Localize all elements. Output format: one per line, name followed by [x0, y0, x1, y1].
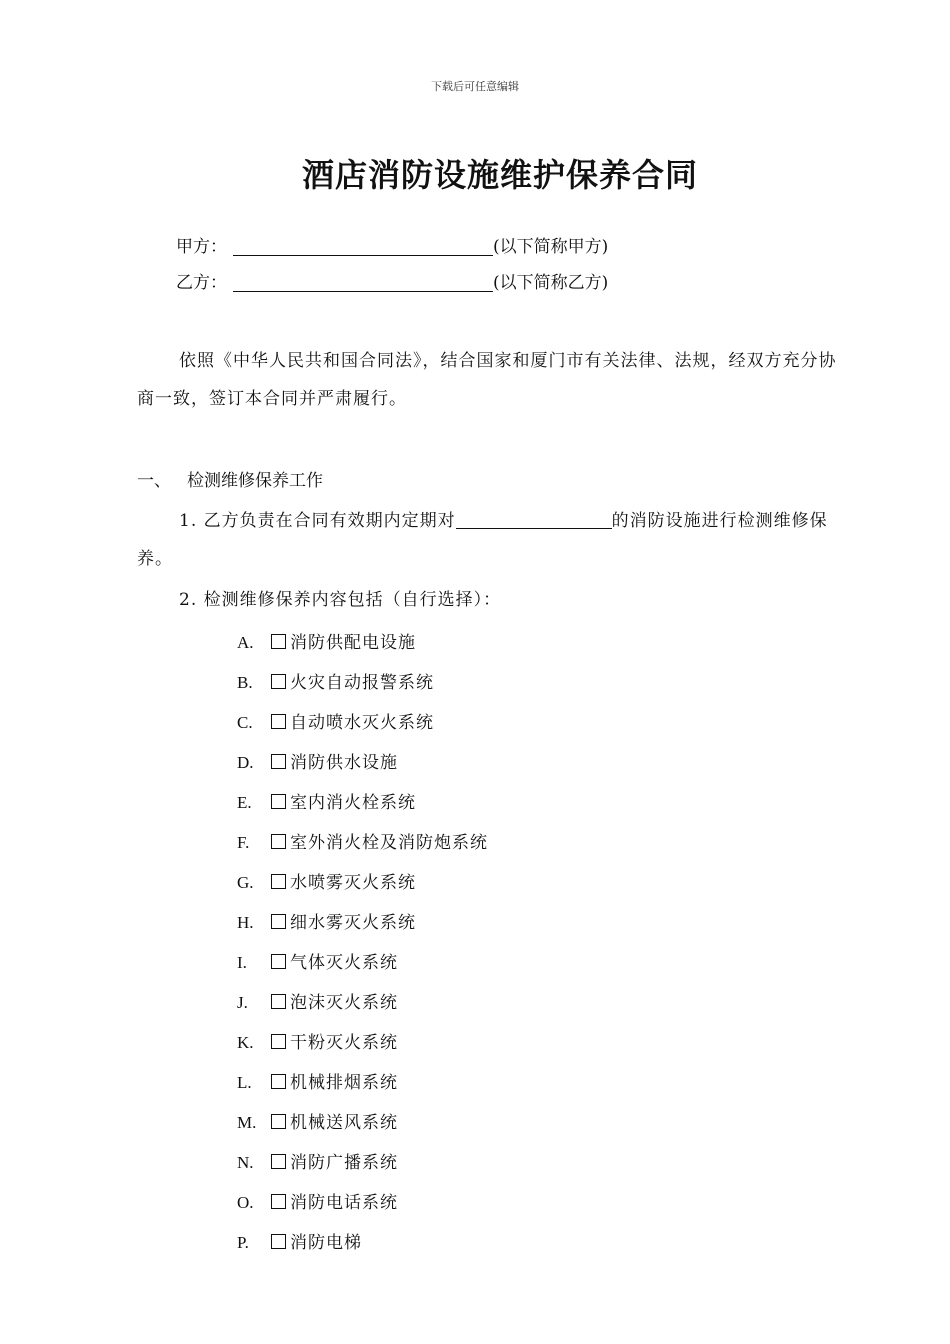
- checkbox-icon[interactable]: [271, 954, 286, 969]
- checklist-item-label: 消防供配电设施: [290, 633, 416, 653]
- checklist-item-letter: A.: [237, 633, 254, 652]
- section-1-title: 检测维修保养工作: [187, 471, 323, 491]
- section-1-number: 一、: [137, 471, 171, 491]
- checklist-item-label: 干粉灭火系统: [290, 1033, 398, 1053]
- checklist-item-letter: K.: [237, 1033, 254, 1052]
- checkbox-icon[interactable]: [271, 754, 286, 769]
- section-1-heading: [137, 466, 323, 491]
- checklist-item-label: 室内消火栓系统: [290, 793, 416, 813]
- checklist-item-letter: O.: [237, 1193, 254, 1212]
- party-b-row: [176, 268, 608, 293]
- checklist-item: [237, 1108, 398, 1132]
- checklist-item-label: 消防广播系统: [290, 1153, 398, 1173]
- checklist-item-letter: I.: [237, 953, 247, 972]
- checklist-item-label: 细水雾灭火系统: [290, 913, 416, 933]
- checklist-item: [237, 1068, 398, 1092]
- checklist-item: [237, 868, 416, 892]
- checklist-item: [237, 1028, 398, 1052]
- checklist-item-label: 水喷雾灭火系统: [290, 873, 416, 893]
- checklist-item-letter: G.: [237, 873, 254, 892]
- checklist-item: [237, 1148, 398, 1172]
- party-a-row: [176, 232, 608, 257]
- checklist-item-label: 消防电梯: [290, 1233, 362, 1253]
- checklist-item-label: 自动喷水灭火系统: [290, 713, 434, 733]
- checkbox-icon[interactable]: [271, 914, 286, 929]
- checklist-item: [237, 948, 398, 972]
- clause-2: 2. 检测维修保养内容包括（自行选择）：: [179, 590, 502, 610]
- checklist-item-letter: C.: [237, 713, 253, 732]
- checkbox-icon[interactable]: [271, 1194, 286, 1209]
- party-b-label: 乙方：: [176, 273, 227, 293]
- checklist-item-label: 机械送风系统: [290, 1113, 398, 1133]
- checkbox-icon[interactable]: [271, 1034, 286, 1049]
- party-b-note: (以下简称乙方): [493, 273, 609, 293]
- checklist-item: [237, 828, 488, 852]
- intro-paragraph: 依照《中华人民共和国合同法》，结合国家和厦门市有关法律、法规，经双方充分协商一致，签订本合同并严肃履行。: [137, 351, 837, 409]
- checkbox-icon[interactable]: [271, 714, 286, 729]
- checkbox-icon[interactable]: [271, 794, 286, 809]
- checklist-item-label: 气体灭火系统: [290, 953, 398, 973]
- checklist-item: [237, 988, 398, 1012]
- checkbox-icon[interactable]: [271, 1114, 286, 1129]
- checklist-item-letter: M.: [237, 1113, 257, 1132]
- checklist-item-label: 火灾自动报警系统: [290, 673, 434, 693]
- clause-1: [137, 502, 853, 578]
- checklist-item-letter: F.: [237, 833, 250, 852]
- checklist-item-letter: N.: [237, 1153, 254, 1172]
- checkbox-icon[interactable]: [271, 1234, 286, 1249]
- checkbox-icon[interactable]: [271, 874, 286, 889]
- checklist-item-letter: E.: [237, 793, 252, 812]
- checklist-item: [237, 668, 434, 692]
- document-title: 酒店消防设施维护保养合同: [301, 156, 698, 194]
- header-note: 下载后可任意编辑: [431, 80, 519, 93]
- checklist-item-label: 消防电话系统: [290, 1193, 398, 1213]
- clause-1-blank[interactable]: [456, 512, 612, 529]
- checkbox-icon[interactable]: [271, 674, 286, 689]
- clause-1-text-post: 的消防设施进行检测维修保养。: [137, 511, 828, 569]
- checklist-item-letter: H.: [237, 913, 254, 932]
- clause-1-text-pre: 1. 乙方负责在合同有效期内定期对: [179, 511, 456, 531]
- checklist-item-label: 泡沫灭火系统: [290, 993, 398, 1013]
- checklist-item: [237, 908, 416, 932]
- party-a-blank[interactable]: [233, 237, 493, 256]
- checkbox-icon[interactable]: [271, 1154, 286, 1169]
- checkbox-icon[interactable]: [271, 994, 286, 1009]
- checkbox-icon[interactable]: [271, 834, 286, 849]
- party-a-note: (以下简称甲方): [493, 237, 609, 257]
- checklist-item: [237, 1228, 362, 1252]
- checklist-item: [237, 1188, 398, 1212]
- checklist-item-letter: B.: [237, 673, 253, 692]
- checkbox-icon[interactable]: [271, 634, 286, 649]
- checkbox-icon[interactable]: [271, 1074, 286, 1089]
- party-a-label: 甲方：: [176, 237, 227, 257]
- checklist-item-label: 机械排烟系统: [290, 1073, 398, 1093]
- checklist-item: [237, 628, 416, 652]
- checklist-item: [237, 748, 398, 772]
- checklist-item: [237, 708, 434, 732]
- checklist-item-letter: D.: [237, 753, 254, 772]
- party-b-blank[interactable]: [233, 273, 493, 292]
- checklist-item-label: 消防供水设施: [290, 753, 398, 773]
- checklist-item-letter: J.: [237, 993, 248, 1012]
- checklist-item: [237, 788, 416, 812]
- checklist-item-letter: L.: [237, 1073, 252, 1092]
- checklist-item-label: 室外消火栓及消防炮系统: [290, 833, 488, 853]
- checklist-item-letter: P.: [237, 1233, 249, 1252]
